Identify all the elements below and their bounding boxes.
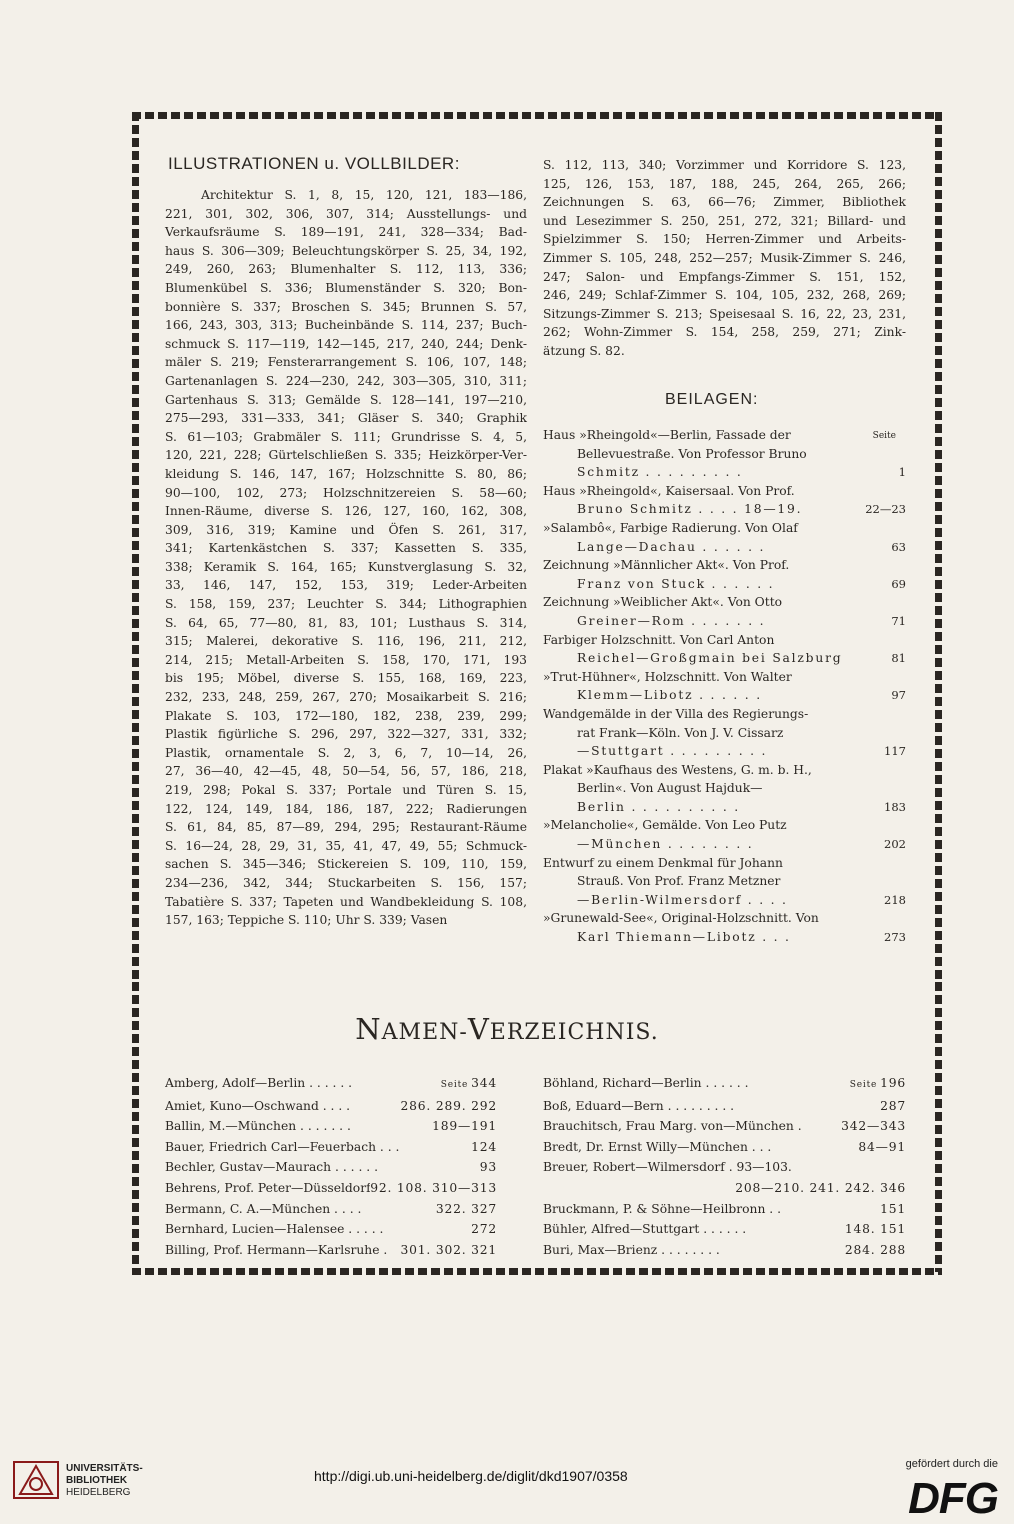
illustrationen-line: S. 61—103; Grabmäler S. 111; Grundrisse S. 4, 5,: [165, 429, 527, 444]
beilage-entry: [543, 631, 906, 668]
beilage-line: Entwurf zu einem Denkmal für Johann: [543, 855, 783, 870]
name-page-numbers: 189—191: [432, 1119, 497, 1134]
names-list-left: [165, 1073, 497, 1260]
name-pages: [845, 1219, 906, 1240]
title-initial-n: N: [355, 1012, 382, 1046]
name-page-numbers: 301. 302. 321: [400, 1242, 497, 1257]
illustrationen-heading: ILLUSTRATIONEN u. VOLLBILDER:: [168, 154, 460, 173]
name-pages: [471, 1137, 497, 1158]
illustrationen-line: haus S. 306—309; Beleuchtungskörper S. 25, 34, 192,: [165, 243, 527, 258]
beilage-entry: [543, 482, 906, 519]
name-text: Billing, Prof. Hermann—Karlsruhe .: [165, 1242, 388, 1257]
beilagen-heading: BEILAGEN:: [665, 391, 759, 408]
beilage-page: 63: [891, 539, 906, 554]
beilage-line: Haus »Rheingold«, Kaisersaal. Von Prof.: [543, 483, 795, 498]
name-page-numbers: 342—343: [841, 1119, 906, 1134]
beilage-line: rat Frank—Köln. Von J. V. Cissarz: [577, 725, 784, 740]
illustrationen-line: Sitzungs-Zimmer S. 213; Speisesaal S. 16, 22, 23, 231,: [543, 306, 906, 321]
illustrationen-line: 122, 124, 149, 184, 186, 187, 222; Radierungen: [165, 801, 527, 816]
name-text: Bühler, Alfred—Stuttgart . . . . . .: [543, 1222, 747, 1237]
illustrationen-line: sachen S. 345—346; Stickereien S. 109, 110, 159,: [165, 857, 527, 872]
beilage-line: Farbiger Holzschnitt. Von Carl Anton: [543, 632, 775, 647]
name-page-numbers: 151: [880, 1201, 906, 1216]
university-seal-icon: [12, 1458, 72, 1502]
source-url-link[interactable]: http://digi.ub.uni-heidelberg.de/diglit/dkd1907/0358: [314, 1468, 628, 1484]
illustrationen-line: 309, 316, 319; Kamine und Öfen S. 261, 317,: [165, 522, 527, 537]
beilage-line: Strauß. Von Prof. Franz Metzner: [577, 874, 781, 889]
illustrationen-line: 125, 126, 153, 187, 188, 245, 264, 265, 266;: [543, 176, 906, 191]
name-page-numbers: 92. 108. 310—313: [370, 1180, 497, 1195]
name-entry: [543, 1199, 906, 1220]
name-entry: [543, 1137, 906, 1158]
name-pages: [880, 1096, 906, 1117]
beilage-line: »Grunewald-See«, Original-Holzschnitt. Von: [543, 911, 819, 926]
beilage-page: 81: [891, 651, 906, 666]
name-entry: [165, 1137, 497, 1158]
name-text: Bredt, Dr. Ernst Willy—München . . .: [543, 1139, 772, 1154]
name-pages: [432, 1116, 497, 1137]
name-page-numbers: 196: [880, 1076, 906, 1090]
illustrationen-line: Innen-Räume, diverse S. 126, 127, 160, 162, 308,: [165, 504, 527, 519]
illustrationen-line: 232, 233, 248, 259, 267, 270; Mosaikarbeit S. 216;: [165, 690, 527, 705]
illustrationen-line: ätzung S. 82.: [543, 343, 625, 358]
beilage-line: Plakat »Kaufhaus des Westens, G. m. b. H.,: [543, 762, 812, 777]
illustrationen-line: und Lesezimmer S. 250, 251, 272, 321; Billard- und: [543, 213, 906, 228]
beilage-page: 218: [884, 892, 906, 907]
beilage-entry: [543, 816, 906, 853]
name-entry: [165, 1157, 497, 1178]
beilage-entry: [543, 668, 906, 705]
beilage-entry: [543, 854, 906, 910]
beilage-page: 97: [891, 688, 906, 703]
title-part-amen: AMEN-: [381, 1020, 468, 1045]
name-page-numbers: 286. 289. 292: [400, 1098, 497, 1113]
beilage-line: Berlin . . . . . . . . . .: [577, 799, 740, 814]
beilage-line: Berlin«. Von August Hajduk—: [577, 781, 763, 796]
name-text: Bernhard, Lucien—Halensee . . . . .: [165, 1222, 384, 1237]
name-pages: [471, 1219, 497, 1240]
name-text: Bechler, Gustav—Maurach . . . . . .: [165, 1160, 379, 1175]
name-text: Buri, Max—Brienz . . . . . . . .: [543, 1242, 720, 1257]
name-entry: [165, 1199, 497, 1220]
beilage-line: Wandgemälde in der Villa des Regierungs-: [543, 706, 809, 721]
illustrationen-line: 275—293, 331—333, 341; Gläser S. 340; Graphik: [165, 411, 527, 426]
illustrationen-line: 120, 221, 228; Gürtelschließen S. 335; Heizkörper-Ver-: [165, 448, 527, 463]
beilage-line: Reichel—Großgmain bei Salzburg: [577, 651, 843, 666]
name-page-numbers: 344: [471, 1076, 497, 1090]
beilage-line: Zeichnung »Weiblicher Akt«. Von Otto: [543, 595, 783, 610]
beilage-line: Franz von Stuck . . . . . .: [577, 576, 775, 591]
name-entry: [543, 1157, 906, 1178]
beilage-line: Bruno Schmitz . . . . 18—19.: [577, 502, 803, 517]
name-text: Brauchitsch, Frau Marg. von—München .: [543, 1119, 802, 1134]
beilage-page: 69: [891, 576, 906, 591]
beilage-page: 273: [884, 930, 906, 945]
beilage-line: —München . . . . . . . .: [577, 837, 754, 852]
beilage-page: 117: [884, 744, 906, 759]
illustrationen-line: 246, 249; Schlaf-Zimmer S. 104, 105, 232, 268, 269;: [543, 288, 906, 303]
name-entry: [165, 1096, 497, 1117]
beilage-entry: [543, 761, 906, 817]
illustrationen-line: 90—100, 102, 273; Holzschnitzereien S. 58—60;: [165, 485, 527, 500]
seite-label: Seite: [872, 431, 896, 441]
beilage-line: Haus »Rheingold«—Berlin, Fassade der: [543, 428, 791, 442]
frame-left-border: [132, 112, 139, 982]
illustrationen-line: Blumenkübel S. 336; Blumenständer S. 320; Bon-: [165, 280, 527, 295]
beilage-entry: [543, 426, 906, 482]
illustrationen-line: Verkaufsräume S. 189—191, 241, 328—334; Bad-: [165, 225, 527, 240]
illustrationen-line: 234—236, 342, 344; Stuckarbeiten S. 156, 157;: [165, 875, 527, 890]
beilage-line: Lange—Dachau . . . . . .: [577, 539, 766, 554]
beilage-line: Bellevuestraße. Von Professor Bruno: [577, 446, 807, 461]
beilage-line: »Salambô«, Farbige Radierung. Von Olaf: [543, 520, 798, 535]
name-page-numbers: 284. 288: [844, 1242, 906, 1257]
illustrationen-line: Architektur S. 1, 8, 15, 120, 121, 183—186,: [201, 188, 527, 202]
beilage-line: Zeichnung »Männlicher Akt«. Von Prof.: [543, 558, 790, 573]
illustrationen-line: S. 61, 84, 85, 87—89, 294, 295; Restaurant-Räume: [165, 820, 527, 835]
name-page-numbers: 93: [479, 1160, 497, 1175]
illustrationen-line: kleidung S. 146, 147, 167; Holzschnitte S. 80, 86;: [165, 466, 527, 481]
name-pages: [845, 1240, 906, 1261]
name-text: Boß, Eduard—Bern . . . . . . . . .: [543, 1098, 735, 1113]
name-pages: [850, 1073, 906, 1096]
beilage-entry: [543, 556, 906, 593]
frame-top-border: [132, 112, 942, 119]
library-line-1: UNIVERSITÄTS-: [66, 1463, 143, 1474]
illustrationen-line: 262; Wohn-Zimmer S. 154, 258, 259, 271; Zink-: [543, 325, 906, 340]
library-line-2: BIBLIOTHEK: [66, 1475, 128, 1486]
illustrationen-line: S. 112, 113, 340; Vorzimmer und Korridore S. 123,: [543, 158, 906, 172]
beilage-line: »Trut-Hühner«, Holzschnitt. Von Walter: [543, 669, 792, 684]
name-entry: [165, 1073, 497, 1096]
beilage-line: —Berlin-Wilmersdorf . . . .: [577, 892, 788, 907]
beilage-line: »Melancholie«, Gemälde. Von Leo Putz: [543, 818, 787, 833]
name-page-numbers: 208—210. 241. 242. 346: [735, 1180, 906, 1195]
illustrationen-line: 249, 260, 263; Blumenhalter S. 112, 113, 336;: [165, 262, 527, 277]
name-entry: [543, 1240, 906, 1261]
name-entry: [543, 1116, 906, 1137]
name-pages: [370, 1178, 497, 1199]
illustrationen-line: Zeichnungen S. 63, 66—76; Zimmer, Bibliothek: [543, 195, 906, 210]
illustrationen-line: 315; Malerei, dekorative S. 116, 196, 211, 212,: [165, 634, 527, 649]
dfg-logo: DFG: [908, 1474, 998, 1523]
name-page-numbers: 148. 151: [844, 1222, 906, 1237]
library-line-3: HEIDELBERG: [66, 1487, 131, 1498]
name-page-numbers: 272: [471, 1222, 497, 1237]
illustrationen-line: 338; Keramik S. 164, 165; Kunstverglasung S. 32,: [165, 559, 527, 574]
illustrationen-line: Gartenanlagen S. 224—230, 242, 303—305, 310, 311;: [165, 373, 527, 388]
name-text: Breuer, Robert—Wilmersdorf . 93—103.: [543, 1160, 792, 1175]
name-pages: [480, 1157, 497, 1178]
name-text: Bermann, C. A.—München . . . .: [165, 1201, 362, 1216]
name-pages: [401, 1096, 497, 1117]
library-name: [66, 1463, 143, 1499]
name-text: Bauer, Friedrich Carl—Feuerbach . . .: [165, 1139, 400, 1154]
name-page-numbers: 124: [471, 1139, 497, 1154]
illustrationen-line: schmuck S. 117—119, 142—145, 217, 240, 244; Denk-: [165, 336, 527, 351]
name-entry: [165, 1219, 497, 1240]
illustrationen-line: 33, 146, 147, 152, 153, 319; Leder-Arbeiten: [165, 578, 527, 593]
name-text: Bruckmann, P. & Söhne—Heilbronn . .: [543, 1201, 782, 1216]
name-pages: [858, 1137, 906, 1158]
beilage-line: Klemm—Libotz . . . . . .: [577, 688, 762, 703]
name-pages: [841, 1116, 906, 1137]
beilage-entry: [543, 593, 906, 630]
illustrationen-line: S. 158, 159, 237; Leuchter S. 344; Lithographien: [165, 597, 527, 612]
illustrationen-line: 157, 163; Teppiche S. 110; Uhr S. 339; Vasen: [165, 913, 448, 928]
name-entry: [543, 1219, 906, 1240]
illustrationen-line: Zimmer S. 105, 248, 252—257; Musik-Zimmer S. 246,: [543, 250, 906, 265]
name-entry: [165, 1240, 497, 1261]
name-text: Böhland, Richard—Berlin . . . . . .: [543, 1076, 749, 1090]
name-text: Amiet, Kuno—Oschwand . . . .: [165, 1098, 351, 1113]
name-page-numbers: 287: [880, 1098, 906, 1113]
name-text: Behrens, Prof. Peter—Düsseldorf: [165, 1180, 371, 1195]
name-text: Ballin, M.—München . . . . . . .: [165, 1119, 351, 1134]
beilage-page: 71: [891, 613, 906, 628]
illustrationen-line: 221, 301, 302, 306, 307, 314; Ausstellungs- und: [165, 206, 527, 221]
names-list-right: [543, 1073, 906, 1260]
illustrationen-line: Tabatière S. 337; Tapeten und Wandbekleidung S. 108,: [165, 894, 527, 909]
frame-bottom-border: [132, 1268, 942, 1275]
title-initial-v: V: [467, 1012, 490, 1046]
title-part-erzeichnis: ERZEICHNIS.: [489, 1020, 659, 1045]
name-page-numbers: 84—91: [858, 1139, 906, 1154]
name-pages: [735, 1178, 906, 1199]
seite-label: Seite: [849, 1080, 878, 1090]
illustrationen-line: bonnière S. 337; Broschen S. 345; Brunnen S. 57,: [165, 299, 527, 314]
name-text: Amberg, Adolf—Berlin . . . . . .: [165, 1076, 353, 1090]
beilage-entry: [543, 705, 906, 761]
illustrationen-line: Gartenhaus S. 313; Gemälde S. 128—141, 197—210,: [165, 392, 527, 407]
illustrationen-line: mäler S. 219; Fensterarrangement S. 106, 107, 148;: [165, 355, 527, 370]
illustrationen-right-column: [543, 156, 906, 361]
name-entry: [543, 1178, 906, 1199]
name-pages: [441, 1073, 497, 1096]
beilage-entry: [543, 909, 906, 946]
name-entry: [165, 1178, 497, 1199]
illustrationen-line: Plakate S. 103, 172—180, 182, 238, 239, 299;: [165, 708, 527, 723]
frame-right-border: [935, 112, 942, 982]
beilage-line: Karl Thiemann—Libotz . . .: [577, 930, 791, 945]
illustrationen-line: S. 16—24, 28, 29, 31, 35, 41, 47, 49, 55; Schmuck-: [165, 838, 527, 853]
beilage-page: 22—23: [865, 502, 906, 517]
illustrationen-line: bis 195; Möbel, diverse S. 155, 168, 169, 223,: [165, 671, 527, 686]
beilage-page: 202: [884, 837, 906, 852]
name-entry: [543, 1096, 906, 1117]
name-entry: [543, 1073, 906, 1096]
illustrationen-left-column: [165, 186, 527, 930]
namen-verzeichnis-title: [0, 1012, 1014, 1046]
illustrationen-line: Spielzimmer S. 150; Herren-Zimmer und Arbeits-: [543, 232, 906, 247]
seite-label: Seite: [440, 1080, 469, 1090]
name-pages: [880, 1199, 906, 1220]
illustrationen-line: 166, 243, 303, 313; Bucheinbände S. 114, 237; Buch-: [165, 318, 527, 333]
illustrationen-line: 341; Kartenkästchen S. 337; Kassetten S. 335,: [165, 541, 527, 556]
illustrationen-line: 214, 215; Metall-Arbeiten S. 158, 170, 171, 193: [165, 652, 527, 667]
beilage-line: Greiner—Rom . . . . . . .: [577, 613, 766, 628]
beilage-line: Schmitz . . . . . . . . .: [577, 465, 743, 480]
name-entry: [165, 1116, 497, 1137]
illustrationen-line: 247; Salon- und Empfangs-Zimmer S. 151, 152,: [543, 269, 906, 284]
illustrationen-line: 27, 36—40, 42—45, 48, 50—54, 56, 57, 186, 218,: [165, 764, 527, 779]
beilage-page: 1: [898, 465, 906, 480]
name-page-numbers: 322. 327: [435, 1201, 497, 1216]
beilage-page: 183: [884, 799, 906, 814]
funded-by-label: gefördert durch die: [905, 1458, 998, 1470]
illustrationen-line: S. 64, 65, 77—80, 81, 83, 101; Lusthaus S. 314,: [165, 615, 527, 630]
beilagen-list: [543, 426, 906, 947]
beilage-entry: [543, 519, 906, 556]
name-pages: [401, 1240, 497, 1261]
illustrationen-line: 219, 298; Pokal S. 337; Portale und Türen S. 15,: [165, 783, 527, 797]
name-pages: [436, 1199, 497, 1220]
illustrationen-line: Plastik, ornamentale S. 2, 3, 6, 7, 10—14, 26,: [165, 745, 527, 760]
illustrationen-line: Plastik figürliche S. 296, 297, 322—327, 331, 332;: [165, 727, 527, 742]
beilage-line: —Stuttgart . . . . . . . . .: [577, 744, 768, 759]
